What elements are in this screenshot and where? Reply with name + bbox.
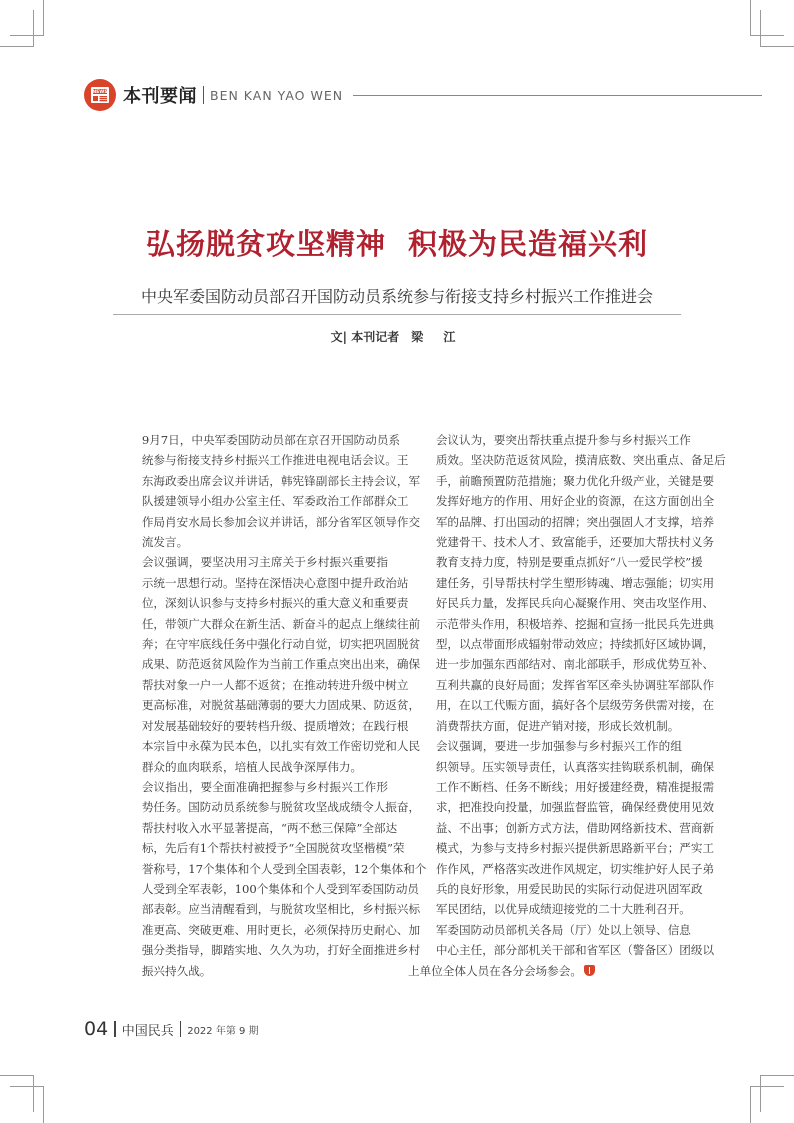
article-paragraph (408, 430, 726, 736)
text-line: 求，把准投向投量，加强监督监管，确保经费使用见效 (435, 800, 715, 815)
crop-mark (0, 1075, 34, 1076)
article-subtitle: 中央军委国防动员部召开国防动员系统参与衔接支持乡村振兴工作推进会 (140, 287, 653, 306)
section-header (84, 79, 762, 111)
text-line: 消费帮扶方面，促进产销对接，形成长效机制。 (435, 718, 680, 733)
text-line: 互利共赢的良好局面；发挥省军区牵头协调驻军部队作 (435, 677, 715, 692)
text-line: 帮扶对象一户一人都不返贫；在推动转进升级中树立 (141, 677, 409, 692)
section-divider (203, 86, 204, 104)
text-line: 作作风，严格落实改进作风规定，切实维护好人民子弟 (435, 861, 715, 876)
article-title-part2: 积极为民造福兴利 (408, 227, 649, 261)
crop-mark (0, 46, 34, 47)
text-line: 群众的血肉联系，培植人民战争深厚伟力。 (141, 759, 363, 774)
text-line: 准更高、突破更难、用时更长，必须保持历史耐心、加 (141, 922, 421, 937)
byline-role: 本刊记者 (351, 330, 400, 344)
article-paragraph (408, 736, 715, 920)
article-paragraph (114, 430, 421, 552)
byline-prefix: 文 (330, 330, 343, 344)
text-line: 会议指出，要全面准确把握参与乡村振兴工作形 (141, 779, 388, 794)
section-title-pinyin: BEN KAN YAO WEN (210, 87, 344, 103)
shield-icon (584, 965, 595, 976)
article-paragraph (114, 552, 421, 776)
byline (0, 328, 794, 345)
text-line: 振兴持久战。 (141, 963, 212, 978)
text-line: 流发言。 (141, 535, 189, 550)
crop-mark (750, 0, 751, 36)
text-line: 工作不断档、任务不断线；用好援建经费，精准提报需 (435, 779, 715, 794)
text-line: 强分类指导，脚踏实地、久久为功，打好全面推进乡村 (141, 943, 421, 958)
title-divider (113, 314, 681, 315)
text-line: 更高标准，对脱贫基础薄弱的要大力固成果、防返贫， (141, 698, 421, 713)
text-line: 军民团结，以优异成绩迎接党的二十大胜利召开。 (435, 902, 691, 917)
crop-mark (760, 1075, 761, 1112)
crop-mark (760, 1075, 794, 1076)
text-line: 作局肖安水局长参加会议并讲话，部分省军区领导作交 (141, 514, 421, 529)
text-line: 益、不出事；创新方式方法，借助网络新技术、营商新 (435, 820, 715, 835)
article-title (0, 222, 794, 263)
text-line: 质效。坚决防范返贫风险，摸清底数、突出重点、备足后 (435, 453, 726, 468)
text-line: 成果、防范返贫风险作为当前工作重点突出出来，确保 (141, 657, 421, 672)
text-line: 部表彰。应当清醒看到，与脱贫攻坚相比，乡村振兴标 (141, 902, 421, 917)
text-line: 任，带领广大群众在新生活、新奋斗的起点上继续往前 (141, 616, 421, 631)
crop-mark (43, 1086, 44, 1123)
text-line: 军委国防动员部机关各局（厅）处以上领导、信息 (435, 922, 691, 937)
magazine-name: 中国民兵 (121, 1023, 174, 1039)
text-line: 型，以点带面形成辐射带动效应；持续抓好区域协调， (435, 637, 715, 652)
svg-text:NEWS: NEWS (92, 90, 108, 96)
section-title: 本刊要闻 (123, 86, 197, 107)
header-rule (353, 95, 762, 96)
crop-mark (10, 1086, 44, 1087)
text-line: 势任务。国防动员系统参与脱贫攻坚战成绩令人振奋， (141, 800, 421, 815)
text-line: 会议强调，要进一步加强参与乡村振兴工作的组 (435, 739, 682, 754)
text-line: 会议认为，要突出帮扶重点提升参与乡村振兴工作 (435, 433, 691, 447)
crop-mark (760, 46, 794, 47)
text-line: 党建骨干、技术人才、致富能手，还要加大帮扶村义务 (435, 535, 715, 550)
text-line: 会议强调，要坚决用习主席关于乡村振兴重要指 (141, 555, 388, 570)
text-line: 手，前瞻预置防范措施；聚力优化升级产业，关键是要 (435, 473, 715, 488)
text-line: 东海政委出席会议并讲话，韩宪锋副部长主持会议，军 (141, 473, 421, 488)
text-line: 对发展基础较好的要转档升级、提质增效；在践行根 (141, 718, 409, 733)
text-line: 织领导。压实领导责任，认真落实挂钩联系机制，确保 (435, 759, 715, 774)
article-column-right (408, 430, 726, 981)
crop-mark (10, 35, 44, 36)
text-line: 模式，为参与支持乡村振兴提供新思路新平台；严实工 (435, 841, 715, 856)
text-line: 本宗旨中永葆为民本色，以扎实有效工作密切党和人民 (141, 739, 421, 754)
byline-author: 梁 江 (411, 330, 464, 344)
article-column-left (114, 430, 427, 981)
footer-divider (180, 1021, 182, 1037)
text-line: 标，先后有1个帮扶村被授予“全国脱贫攻坚楷模”荣 (141, 841, 405, 856)
article-paragraph (408, 920, 715, 981)
crop-mark (750, 1086, 751, 1123)
crop-mark (750, 35, 784, 36)
issue-label: 2022 年第 9 期 (187, 1025, 259, 1037)
text-line: 9月7日，中央军委国防动员部在京召开国防动员系 (141, 433, 401, 447)
page-number: 04 (84, 1018, 109, 1040)
text-line: 用，在以工代赈方面，搞好各个层级劳务供需对接，在 (435, 698, 715, 713)
footer-divider (114, 1021, 116, 1037)
text-line: 好民兵力量，发挥民兵向心凝聚作用、突击攻坚作用、 (435, 596, 715, 611)
crop-mark (33, 10, 34, 47)
text-line: 帮扶村收入水平显著提高，“两不愁三保障”全部达 (141, 820, 398, 835)
byline-separator: | (342, 330, 347, 344)
crop-mark (33, 1075, 34, 1112)
article-title-part1: 弘扬脱贫攻坚精神 (145, 227, 386, 261)
text-line: 上单位全体人员在各分会场参会。 (408, 963, 582, 978)
crop-mark (43, 0, 44, 36)
text-line: 位，深刻认识参与支持乡村振兴的重大意义和重要责 (141, 596, 409, 611)
crop-mark (760, 10, 761, 47)
text-line: 建任务，引导帮扶村学生塑形铸魂、增志强能；切实用 (435, 575, 715, 590)
text-line: 统参与衔接支持乡村振兴工作推进电视电话会议。王 (141, 453, 409, 468)
article-paragraph (114, 777, 427, 981)
text-line: 进一步加强东西部结对、南北部联手，形成优势互补、 (435, 657, 715, 672)
text-line: 示范带头作用，积极培养、挖掘和宣扬一批民兵先进典 (435, 616, 715, 631)
text-line: 发挥好地方的作用、用好企业的资源，在这方面创出全 (435, 494, 715, 509)
text-line: 人受到全军表彰，100个集体和个人受到军委国防动员 (141, 881, 420, 896)
crop-mark (750, 1086, 784, 1087)
text-line: 示统一思想行动。坚持在深悟决心意图中提升政治站 (141, 575, 409, 590)
text-line: 队援建领导小组办公室主任、军委政治工作部群众工 (141, 494, 409, 509)
text-line: 兵的良好形象，用爱民助民的实际行动促进巩固军政 (435, 881, 703, 896)
text-line: 教育支持力度，特别是要重点抓好“八一爱民学校”援 (435, 555, 703, 570)
text-line: 军的品牌、打出国动的招牌；突出强固人才支撑，培养 (435, 514, 715, 529)
text-line: 中心主任，部分部机关干部和省军区（警备区）团级以 (435, 943, 715, 958)
news-icon (84, 79, 116, 111)
text-line: 奔；在守牢底线任务中强化行动自觉，切实把巩固脱贫 (141, 637, 421, 652)
text-line: 誉称号，17个集体和个人受到全国表彰，12个集体和个 (141, 861, 427, 876)
page-footer (84, 1017, 259, 1041)
